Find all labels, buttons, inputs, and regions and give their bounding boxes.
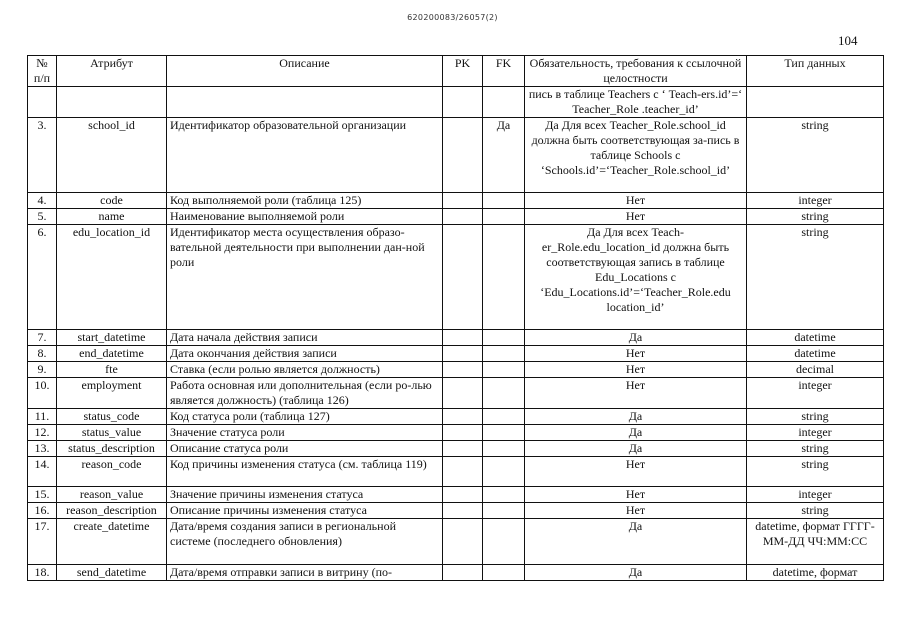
cell-requirements: Да Для всех Teach-er_Role.edu_location_id должна быть соответствующая запись в таблице Edu_Locations с ‘Edu_Locations.id’=‘Teacher_Role.edu location_id’ (525, 225, 747, 330)
cell-description: Код причины изменения статуса (см. таблица 119) (167, 457, 443, 487)
cell-description: Значение статуса роли (167, 425, 443, 441)
header-col-num: № п/п (28, 56, 57, 87)
cell-datatype: integer (747, 193, 884, 209)
cell-fk (483, 441, 525, 457)
cell-datatype: datetime (747, 330, 884, 346)
header-col-description: Описание (167, 56, 443, 87)
cell-fk (483, 457, 525, 487)
cell-description: Описание причины изменения статуса (167, 503, 443, 519)
cell-datatype: decimal (747, 362, 884, 378)
cell-description: Код статуса роли (таблица 127) (167, 409, 443, 425)
cell-attribute: fte (57, 362, 167, 378)
cell-requirements: Да (525, 425, 747, 441)
cell-attribute: edu_location_id (57, 225, 167, 330)
cell-description: Дата/время отправки записи в витрину (по- (167, 565, 443, 581)
cell-num: 4. (28, 193, 57, 209)
cell-requirements: Нет (525, 209, 747, 225)
cell-description: Дата окончания действия записи (167, 346, 443, 362)
cell-fk (483, 362, 525, 378)
cell-datatype: integer (747, 425, 884, 441)
table-row (28, 441, 884, 457)
cell-attribute: status_code (57, 409, 167, 425)
cell-description: Код выполняемой роли (таблица 125) (167, 193, 443, 209)
cell-attribute: reason_description (57, 503, 167, 519)
cell-requirements: Нет (525, 193, 747, 209)
cell-pk (443, 519, 483, 565)
table-row (28, 503, 884, 519)
table-header (28, 56, 884, 87)
cell-attribute: status_description (57, 441, 167, 457)
cell-attribute: send_datetime (57, 565, 167, 581)
cell-fk (483, 487, 525, 503)
table-row (28, 209, 884, 225)
cell-num: 3. (28, 118, 57, 193)
cell-requirements: Нет (525, 378, 747, 409)
table-body (28, 87, 884, 581)
cell-pk (443, 378, 483, 409)
cell-fk (483, 519, 525, 565)
cell-datatype: string (747, 457, 884, 487)
attributes-table (27, 55, 884, 581)
cell-pk (443, 118, 483, 193)
cell-pk (443, 362, 483, 378)
cell-pk (443, 346, 483, 362)
cell-datatype: string (747, 209, 884, 225)
cell-num: 13. (28, 441, 57, 457)
table-row (28, 330, 884, 346)
cell-attribute (57, 87, 167, 118)
cell-requirements: Да (525, 441, 747, 457)
table-row (28, 362, 884, 378)
table-row (28, 519, 884, 565)
cell-fk (483, 425, 525, 441)
cell-description: Описание статуса роли (167, 441, 443, 457)
cell-requirements: Да (525, 409, 747, 425)
cell-attribute: code (57, 193, 167, 209)
cell-pk (443, 87, 483, 118)
table-row (28, 87, 884, 118)
header-col-requirements: Обязательность, требования к ссылочной целостности (525, 56, 747, 87)
cell-datatype: string (747, 225, 884, 330)
table-row (28, 346, 884, 362)
table-row (28, 378, 884, 409)
cell-requirements: Нет (525, 346, 747, 362)
cell-pk (443, 487, 483, 503)
cell-fk (483, 503, 525, 519)
cell-description: Дата/время создания записи в региональной системе (последнего обновления) (167, 519, 443, 565)
cell-fk: Да (483, 118, 525, 193)
cell-attribute: employment (57, 378, 167, 409)
table-row (28, 409, 884, 425)
cell-pk (443, 193, 483, 209)
cell-datatype: integer (747, 378, 884, 409)
header-col-fk: FK (483, 56, 525, 87)
cell-attribute: school_id (57, 118, 167, 193)
table-row (28, 118, 884, 193)
cell-description: Наименование выполняемой роли (167, 209, 443, 225)
cell-num: 11. (28, 409, 57, 425)
cell-datatype: datetime, формат ГГГГ- ММ-ДД ЧЧ:ММ:СС (747, 519, 884, 565)
cell-datatype: datetime, формат (747, 565, 884, 581)
cell-datatype: string (747, 503, 884, 519)
cell-pk (443, 225, 483, 330)
cell-fk (483, 565, 525, 581)
cell-num: 8. (28, 346, 57, 362)
cell-attribute: end_datetime (57, 346, 167, 362)
cell-pk (443, 441, 483, 457)
cell-requirements: Нет (525, 503, 747, 519)
table-row (28, 457, 884, 487)
cell-requirements: пись в таблице Teachers с ‘ Teach-ers.id’=‘ Teacher_Role .teacher_id’ (525, 87, 747, 118)
page-number: 104 (838, 33, 858, 48)
table-row (28, 487, 884, 503)
cell-pk (443, 565, 483, 581)
cell-num: 5. (28, 209, 57, 225)
cell-datatype: datetime (747, 346, 884, 362)
cell-num: 10. (28, 378, 57, 409)
header-col-attribute: Атрибут (57, 56, 167, 87)
cell-datatype: string (747, 409, 884, 425)
cell-num: 6. (28, 225, 57, 330)
cell-requirements: Да (525, 519, 747, 565)
table-row (28, 193, 884, 209)
cell-num: 17. (28, 519, 57, 565)
cell-pk (443, 425, 483, 441)
cell-pk (443, 330, 483, 346)
cell-attribute: reason_value (57, 487, 167, 503)
header-col-pk: PK (443, 56, 483, 87)
cell-pk (443, 209, 483, 225)
cell-num: 7. (28, 330, 57, 346)
cell-fk (483, 346, 525, 362)
cell-num: 15. (28, 487, 57, 503)
cell-num (28, 87, 57, 118)
cell-fk (483, 330, 525, 346)
cell-num: 9. (28, 362, 57, 378)
table-row (28, 565, 884, 581)
cell-requirements: Да (525, 330, 747, 346)
cell-requirements: Нет (525, 487, 747, 503)
cell-num: 14. (28, 457, 57, 487)
cell-pk (443, 503, 483, 519)
cell-description: Идентификатор образовательной организации (167, 118, 443, 193)
cell-datatype: string (747, 441, 884, 457)
cell-fk (483, 225, 525, 330)
header-col-datatype: Тип данных (747, 56, 884, 87)
cell-attribute: status_value (57, 425, 167, 441)
cell-datatype: integer (747, 487, 884, 503)
cell-attribute: create_datetime (57, 519, 167, 565)
cell-description: Дата начала действия записи (167, 330, 443, 346)
cell-requirements: Нет (525, 457, 747, 487)
cell-fk (483, 409, 525, 425)
cell-requirements: Да Для всех Teacher_Role.school_id должна быть соответствующая за-пись в таблице Schools с ‘Schools.id’=‘Teacher_Role.school_id’ (525, 118, 747, 193)
cell-fk (483, 378, 525, 409)
cell-fk (483, 209, 525, 225)
cell-attribute: start_datetime (57, 330, 167, 346)
cell-fk (483, 193, 525, 209)
cell-num: 16. (28, 503, 57, 519)
cell-pk (443, 409, 483, 425)
cell-num: 12. (28, 425, 57, 441)
cell-description: Идентификатор места осуществления образо-вательной деятельности при выполнении дан-ной роли (167, 225, 443, 330)
table-row (28, 225, 884, 330)
cell-datatype (747, 87, 884, 118)
cell-attribute: name (57, 209, 167, 225)
cell-description: Ставка (если ролью является должность) (167, 362, 443, 378)
cell-pk (443, 457, 483, 487)
document-id: 620200083/26057(2) (407, 13, 498, 22)
cell-requirements: Нет (525, 362, 747, 378)
cell-num: 18. (28, 565, 57, 581)
cell-requirements: Да (525, 565, 747, 581)
cell-datatype: string (747, 118, 884, 193)
cell-description (167, 87, 443, 118)
cell-fk (483, 87, 525, 118)
cell-description: Значение причины изменения статуса (167, 487, 443, 503)
table-row (28, 425, 884, 441)
cell-description: Работа основная или дополнительная (если ро-лью является должность) (таблица 126) (167, 378, 443, 409)
cell-attribute: reason_code (57, 457, 167, 487)
